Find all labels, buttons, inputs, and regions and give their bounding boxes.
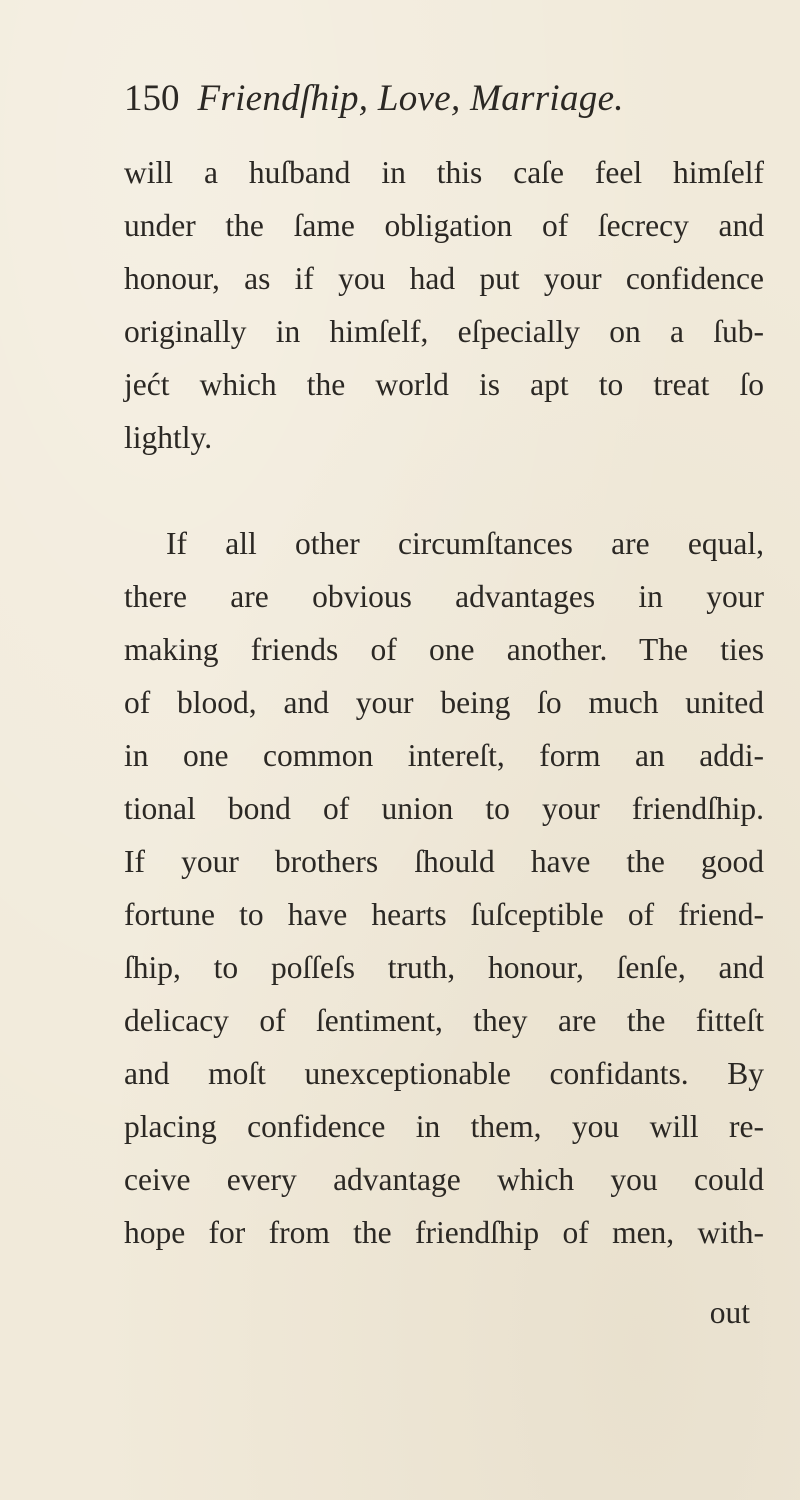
text-line: hope for from the friendſhip of men, with- [124,1215,764,1250]
text-line: of blood, and your being ſo much united [124,685,764,720]
text-line: honour, as if you had put your confidence [124,261,764,296]
text-line: in one common intereſt, form an addi- [124,738,764,773]
body-text [124,146,764,1259]
running-head [124,74,624,124]
catchword: out [709,1295,750,1330]
text-line: If your brothers ſhould have the good [124,844,764,879]
text-line: delicacy of ſentiment, they are the fitteſt [124,1003,764,1038]
text-line: there are obvious advantages in your [124,579,764,614]
paragraph-gap [124,464,764,517]
text-line: originally in himſelf, eſpecially on a ſub- [124,314,764,349]
text-line: ceive every advantage which you could [124,1162,764,1197]
text-line: tional bond of union to your friendſhip. [124,791,764,826]
paragraph-1 [124,146,764,464]
page-number: 150 [124,78,180,119]
text-line: If all other circumſtances are equal, [166,526,764,561]
text-line: ſhip, to poſſeſs truth, honour, ſenſe, and [124,950,764,985]
text-line: under the ſame obligation of ſecrecy and [124,208,764,243]
paragraph-2 [124,517,764,1259]
text-line: lightly. [124,420,213,455]
text-line: and moſt unexceptionable confidants. By [124,1056,764,1091]
text-line: fortune to have hearts ſuſceptible of friend- [124,897,764,932]
text-line: will a huſband in this caſe feel himſelf [124,155,764,190]
text-line: placing confidence in them, you will re- [124,1109,764,1144]
running-head-title: Friendſhip, Love, Marriage. [197,78,624,119]
text-line: making friends of one another. The ties [124,632,764,667]
text-line: jećt which the world is apt to treat ſo [124,367,764,402]
